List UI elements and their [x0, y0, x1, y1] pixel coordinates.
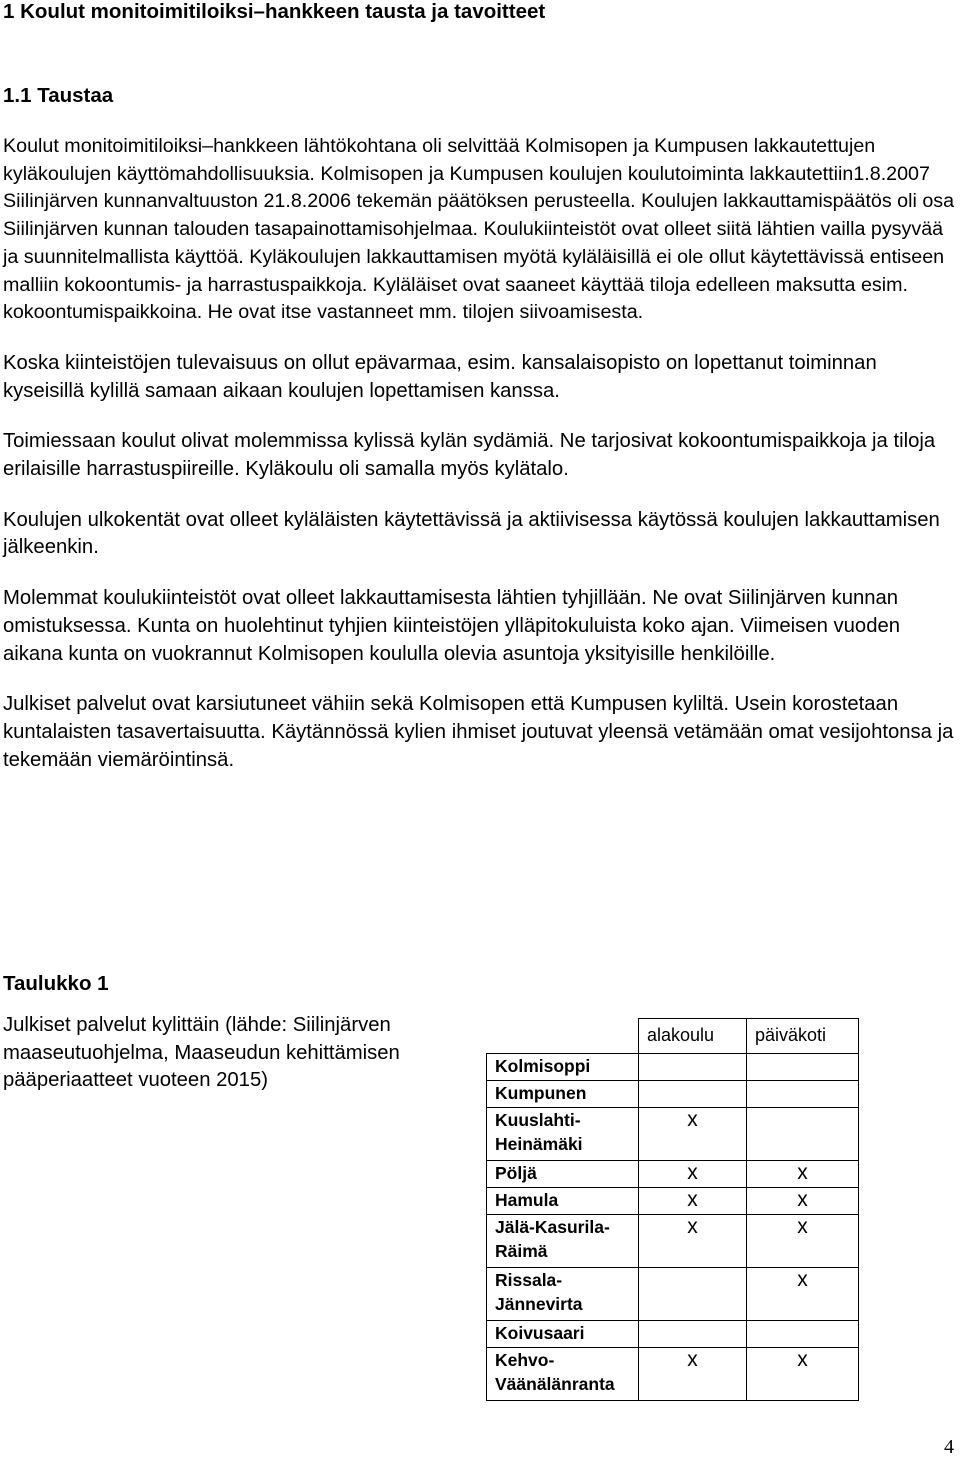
alakoulu-cell [639, 1081, 747, 1108]
village-name: Kumpunen [487, 1081, 639, 1108]
page-number: 4 [944, 1436, 954, 1458]
village-name: Kehvo-Väänälänranta [487, 1348, 639, 1401]
paivakoti-cell: x [747, 1348, 859, 1401]
column-header-alakoulu: alakoulu [639, 1019, 747, 1054]
alakoulu-cell [639, 1054, 747, 1081]
paivakoti-cell [747, 1321, 859, 1348]
alakoulu-cell: x [639, 1161, 747, 1188]
body-text [3, 133, 955, 797]
paragraph: Koulujen ulkokentät ovat olleet kyläläisten käytettävissä ja aktiivisessa käytössä koulujen lakkauttamisen jälkeenkin. [3, 508, 940, 559]
subsection-heading: 1.1 Taustaa [3, 84, 114, 107]
table-row [487, 1215, 859, 1268]
table-caption: Julkiset palvelut kylittäin (lähde: Siilinjärven maaseutuohjelma, Maaseudun kehittämisen pääperiaatteet vuoteen 2015) [3, 1014, 400, 1092]
paivakoti-cell: x [747, 1161, 859, 1188]
village-name: Rissala-Jännevirta [487, 1268, 639, 1321]
village-name: Koivusaari [487, 1321, 639, 1348]
table-row [487, 1268, 859, 1321]
alakoulu-cell: x [639, 1348, 747, 1401]
table-heading: Taulukko 1 [3, 972, 109, 995]
alakoulu-cell: x [639, 1108, 747, 1161]
table-row [487, 1188, 859, 1215]
services-table [486, 1018, 859, 1401]
table-row [487, 1054, 859, 1081]
village-name: Kolmisoppi [487, 1054, 639, 1081]
table-header-row [487, 1019, 859, 1054]
paivakoti-cell [747, 1054, 859, 1081]
table-row [487, 1348, 859, 1401]
paivakoti-cell: x [747, 1188, 859, 1215]
village-name: Kuuslahti-Heinämäki [487, 1108, 639, 1161]
table-row [487, 1081, 859, 1108]
village-name: Pöljä [487, 1161, 639, 1188]
section-heading: 1 Koulut monitoimitiloiksi–hankkeen tausta ja tavoitteet [3, 0, 546, 23]
village-name: Jälä-Kasurila-Räimä [487, 1215, 639, 1268]
paivakoti-cell: x [747, 1215, 859, 1268]
paragraph: Koska kiinteistöjen tulevaisuus on ollut epävarmaa, esim. kansalaisopisto on lopettanut toiminnan kyseisillä kylillä samaan aikaan koulujen lopettamisen kanssa. [3, 351, 877, 402]
alakoulu-cell: x [639, 1215, 747, 1268]
paragraph: Koulut monitoimitiloiksi–hankkeen lähtökohtana oli selvittää Kolmisopen ja Kumpusen lakkautettujen kyläkoulujen käyttömahdollisuuksia. Kolmisopen ja Kumpusen koulujen koulutoiminta lakkautettiin1.8.2007 Siilinjärven kunnanvaltuuston 21.8.2006 tekemän päätöksen perusteella. Koulujen lakkauttamispäätös oli osa Siilinjärven kunnan talouden tasapainottamisohjelmaa. Koulukiinteistöt ovat olleet siitä lähtien vailla pysyvää ja suunnitelmallista käyttöä. Kyläkoulujen lakkauttamisen myötä kyläläisillä ei ole ollut käytettävissä entiseen malliin kokoontumis- ja harrastuspaikkoja. Kyläläiset ovat saaneet käyttää tiloja edelleen maksutta esim. kokoontumispaikkoina. He ovat itse vastanneet mm. tilojen siivoamisesta. [3, 135, 955, 324]
header-blank-cell [487, 1019, 639, 1054]
paragraph: Toimiessaan koulut olivat molemmissa kylissä kylän sydämiä. Ne tarjosivat kokoontumispaikkoja ja tiloja erilaisille harrastuspiireille. Kyläkoulu oli samalla myös kylätalo. [3, 430, 936, 481]
paivakoti-cell [747, 1108, 859, 1161]
table-row [487, 1161, 859, 1188]
column-header-paivakoti: päiväkoti [747, 1019, 859, 1054]
paragraph: Molemmat koulukiinteistöt ovat olleet lakkauttamisesta lähtien tyhjillään. Ne ovat Siilinjärven kunnan omistuksessa. Kunta on huolehtinut tyhjien kiinteistöjen ylläpitokuluista koko ajan. Viimeisen vuoden aikana kunta on vuokrannut Kolmisopen koululla olevia asuntoja yksityisille henkilöille. [3, 587, 901, 665]
village-name: Hamula [487, 1188, 639, 1215]
table-row [487, 1321, 859, 1348]
paragraph: Julkiset palvelut ovat karsiutuneet vähiin sekä Kolmisopen että Kumpusen kyliltä. Usein korostetaan kuntalaisten tasavertaisuutta. Käytännössä kylien ihmiset joutuvat yleensä vetämään omat vesijohtonsa ja tekemään viemäröintinsä. [3, 693, 954, 771]
alakoulu-cell [639, 1268, 747, 1321]
table-row [487, 1108, 859, 1161]
alakoulu-cell: x [639, 1188, 747, 1215]
alakoulu-cell [639, 1321, 747, 1348]
paivakoti-cell: x [747, 1268, 859, 1321]
paivakoti-cell [747, 1081, 859, 1108]
